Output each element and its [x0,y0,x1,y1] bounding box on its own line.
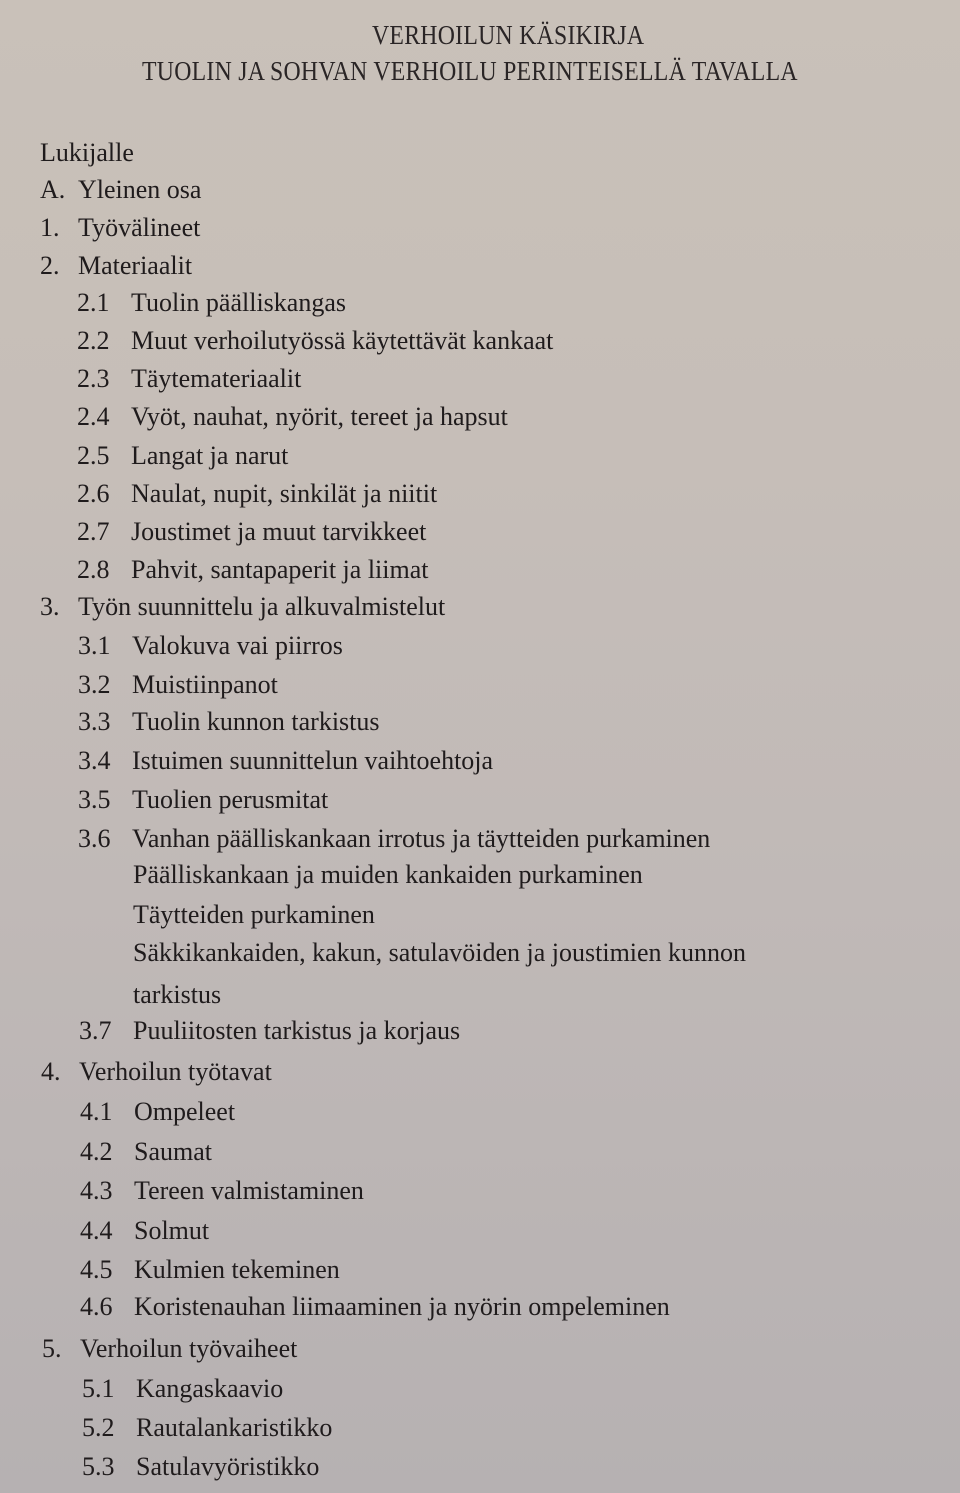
toc-entry [40,138,134,168]
toc-entry-text: Istuimen suunnittelun vaihtoehtoja [132,746,494,775]
toc-entry-text: Vyöt, nauhat, nyörit, tereet ja hapsut [131,402,508,431]
toc-entry [77,402,508,432]
book-subtitle: TUOLIN JA SOHVAN VERHOILU PERINTEISELLÄ TAVALLA [142,56,798,86]
toc-entry-number: 2. [40,251,60,280]
toc-entry-text: Muistiinpanot [132,670,278,699]
toc-entry-text: Ompeleet [134,1097,236,1126]
toc-entry [40,213,200,243]
toc-entry-text: Työn suunnittelu ja alkuvalmistelut [78,592,446,621]
toc-entry-text: Lukijalle [40,138,134,167]
toc-entry-number: 2.2 [77,326,110,355]
toc-entry-number: 3.3 [78,707,111,736]
toc-entry [78,785,328,815]
toc-entry [80,1097,235,1127]
toc-entry [82,1413,332,1443]
toc-entry-number: 2.5 [77,441,110,470]
toc-subentry [133,860,643,890]
toc-entry-text: tarkistus [133,980,222,1009]
toc-entry-number: 2.7 [77,517,110,546]
toc-entry-text: Tuolin päälliskangas [131,288,346,317]
toc-entry-number: 5.2 [82,1413,115,1442]
toc-entry-text: Rautalankaristikko [136,1413,333,1442]
toc-entry-number: 2.8 [77,555,110,584]
toc-entry [80,1255,340,1285]
toc-entry [40,175,201,205]
toc-entry [80,1176,364,1206]
toc-entry-text: Työvälineet [78,213,201,242]
toc-subentry [133,938,746,968]
toc-entry-number: 2.4 [77,402,110,431]
toc-entry-number: 2.6 [77,479,110,508]
toc-entry-text: Joustimet ja muut tarvikkeet [131,517,427,546]
toc-entry [40,592,445,622]
toc-entry-number: 3. [40,592,60,621]
toc-entry [78,746,493,776]
toc-entry [77,288,346,318]
toc-entry-text: Materiaalit [78,251,193,280]
toc-entry [77,479,437,509]
toc-entry-text: Muut verhoilutyössä käytettävät kankaat [131,326,554,355]
toc-entry-text: Saumat [134,1137,212,1166]
toc-entry [77,326,553,356]
toc-entry-number: 1. [40,213,60,242]
toc-entry-number: 3.6 [78,824,111,853]
toc-entry-text: Säkkikankaiden, kakun, satulavöiden ja joustimien kunnon [133,938,747,967]
toc-entry-text: Tuolin kunnon tarkistus [132,707,380,736]
toc-entry-text: Tuolien perusmitat [132,785,329,814]
toc-entry-text: Kulmien tekeminen [134,1255,340,1284]
toc-entry-number: 4.2 [80,1137,113,1166]
toc-entry [77,555,428,585]
book-title: VERHOILUN KÄSIKIRJA [372,20,645,50]
toc-entry-text: Päälliskankaan ja muiden kankaiden purkaminen [133,860,643,889]
toc-entry-text: Koristenauhan liimaaminen ja nyörin ompeleminen [134,1292,670,1321]
toc-entry-number: 4.1 [80,1097,113,1126]
toc-entry-text: Täytemateriaalit [131,364,302,393]
toc-entry-text: Naulat, nupit, sinkilät ja niitit [131,479,438,508]
toc-entry [78,631,343,661]
toc-entry [80,1292,670,1322]
toc-subentry [133,900,375,930]
toc-entry [41,1057,272,1087]
toc-entry-text: Yleinen osa [78,175,202,204]
toc-entry [78,824,710,854]
toc-entry-number: 4. [41,1057,61,1086]
toc-subentry [133,980,221,1010]
toc-entry [77,441,288,471]
toc-entry-text: Puuliitosten tarkistus ja korjaus [133,1016,461,1045]
toc-entry [79,1016,460,1046]
toc-entry-text: Verhoilun työvaiheet [80,1334,298,1363]
toc-entry-text: Satulavyöristikko [136,1452,320,1481]
toc-entry-number: 2.3 [77,364,110,393]
toc-entry [40,251,192,281]
toc-entry-text: Kangaskaavio [136,1374,284,1403]
toc-entry-number: 4.6 [80,1292,113,1321]
toc-entry-number: 4.5 [80,1255,113,1284]
toc-entry-number: 3.1 [78,631,111,660]
toc-entry-number: 3.7 [79,1016,112,1045]
toc-entry-number: 3.4 [78,746,111,775]
toc-entry-number: 5. [42,1334,62,1363]
toc-entry [80,1137,212,1167]
toc-entry [77,364,301,394]
toc-entry [42,1334,297,1364]
toc-entry-number: A. [40,175,66,204]
toc-entry-text: Tereen valmistaminen [134,1176,364,1205]
toc-entry-text: Pahvit, santapaperit ja liimat [131,555,429,584]
toc-entry-text: Valokuva vai piirros [132,631,343,660]
toc-entry [82,1374,283,1404]
toc-entry [80,1216,209,1246]
toc-entry [82,1452,319,1482]
toc-entry-number: 4.4 [80,1216,113,1245]
toc-entry [77,517,426,547]
toc-entry-number: 5.1 [82,1374,115,1403]
toc-entry-text: Verhoilun työtavat [79,1057,272,1086]
toc-entry-text: Täytteiden purkaminen [133,900,375,929]
toc-entry-text: Langat ja narut [131,441,289,470]
toc-entry-number: 2.1 [77,288,110,317]
toc-entry [78,707,380,737]
toc-entry [78,670,278,700]
toc-entry-number: 4.3 [80,1176,113,1205]
toc-entry-text: Solmut [134,1216,210,1245]
toc-entry-number: 3.2 [78,670,111,699]
toc-entry-number: 5.3 [82,1452,115,1481]
toc-entry-text: Vanhan päälliskankaan irrotus ja täytteiden purkaminen [132,824,711,853]
toc-entry-number: 3.5 [78,785,111,814]
